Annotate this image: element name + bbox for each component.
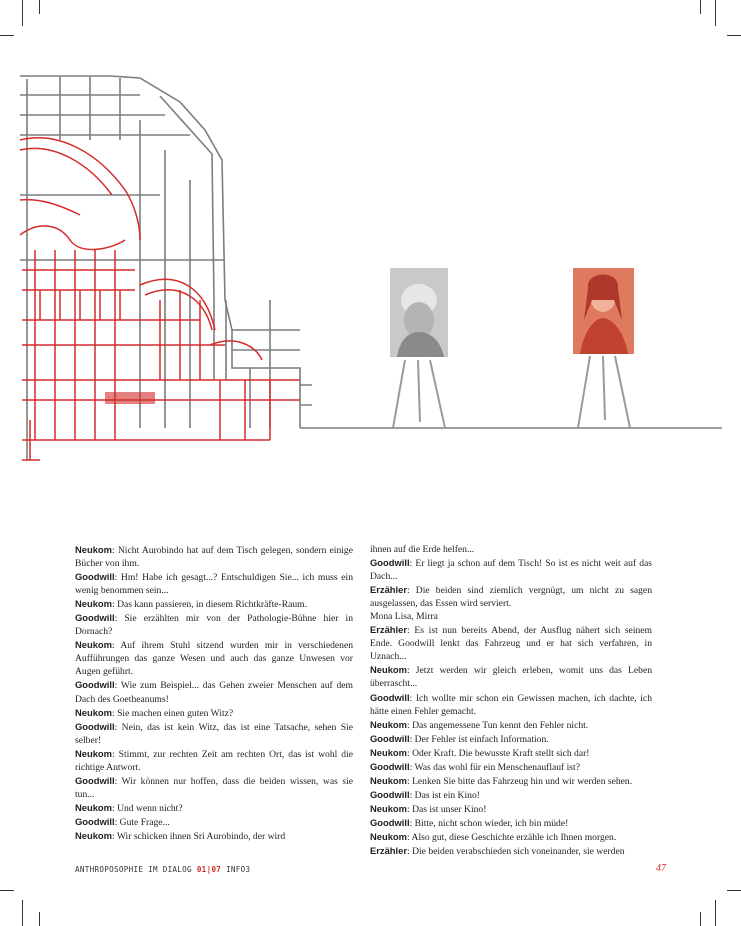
speaker-name: Neukom [75,801,112,813]
speaker-name: Goodwill [370,691,410,703]
dialogue-line [370,556,652,583]
dialogue-line [75,543,353,570]
speaker-name: Neukom [75,544,112,555]
dialogue-text: : Es ist nun bereits Abend, der Ausflug nähert sich seinem Ende. Goodwill lenkt das Fahrzeug und er hat sich verfahren, in Uznach... [370,625,652,663]
speaker-name: Neukom [370,746,407,758]
crop-mark [22,900,23,926]
dialogue-line [370,830,652,844]
dialogue-line [75,611,353,638]
magazine-name: INFO3 [226,865,251,874]
dialogue-text: : Der Fehler ist einfach Information. [409,733,549,745]
dialogue-line [75,815,353,829]
dialogue-text: : Jetzt werden wir gleich erleben, womit uns das Leben überrascht... [370,665,652,690]
dialogue-line [75,801,353,815]
building-interior-red [20,138,300,460]
issue-number: 01 [196,865,207,874]
dialogue-line [370,788,652,802]
dialogue-line [75,720,353,747]
dialogue-text: : Er liegt ja schon auf dem Tisch! So ist es nicht weit auf das Dach... [370,558,652,583]
easel-right [578,356,630,428]
page-number: 47 [656,863,666,874]
speaker-name: Goodwill [370,760,410,772]
speaker-name: Neukom [370,774,407,786]
footer [75,865,250,874]
dialogue-text: : Und wenn nicht? [112,802,183,814]
dialogue-line [370,610,652,623]
dialogue-text: : Das ist unser Kino! [407,803,487,815]
speaker-name: Neukom [75,598,112,610]
dialogue-line [370,718,652,732]
dialogue-text: : Lenken Sie bitte das Fahrzeug hin und wir werden sehen. [407,775,633,787]
dialogue-line [75,678,353,705]
dialogue-text: : Ich wollte mir schon ein Gewissen machen, ich dachte, ich hätte einen Fehler gemacht. [370,692,652,717]
speaker-name: Neukom [370,802,407,814]
speaker-name: Goodwill [75,774,115,786]
speaker-name: Neukom [75,829,112,841]
dialogue-text: : Was das wohl für ein Menschenauflauf ist? [409,761,580,773]
text-column-right [370,543,652,858]
dialogue-line [370,663,652,690]
dialogue-text: : Auf ihrem Stuhl sitzend wurden mir in verschiedenen Aufführungen das ganze Wesen und auch das ganze Unwesen vor Augen geführt. [75,640,353,678]
speaker-name: Neukom [370,830,407,842]
dialogue-line [75,706,353,720]
crop-mark [0,890,14,891]
dialogue-text: : Sie erzählten mir von der Pathologie-Bühne hier in Dornach? [75,613,353,638]
speaker-name: Goodwill [370,816,410,828]
dialogue-line [370,543,652,556]
speaker-name: Goodwill [370,557,410,569]
issue-year: 07 [211,865,222,874]
dialogue-line [370,746,652,760]
dialogue-text: ihnen auf die Erde helfen... [370,544,475,555]
dialogue-text: : Wir können nur hoffen, dass die beiden wissen, was sie tun... [75,775,353,800]
crop-mark [727,890,741,891]
dialogue-text: : Das angemessene Tun kennt den Fehler nicht. [407,719,589,731]
dialogue-line [75,774,353,801]
speaker-name: Neukom [75,706,112,718]
speaker-name: Neukom [370,718,407,730]
dialogue-text: : Oder Kraft. Die bewusste Kraft stellt sich dar! [407,747,590,759]
dialogue-text: : Hm! Habe ich gesagt...? Entschuldigen Sie... ich muss ein wenig benommen sein... [75,572,353,597]
speaker-name: Erzähler [370,584,407,596]
speaker-name: Goodwill [75,571,115,583]
dialogue-line [370,691,652,718]
red-block [105,392,155,404]
easel-left [393,360,445,428]
speaker-name: Goodwill [75,720,115,732]
dialogue-text: : Wie zum Beispiel... das Gehen zweier Menschen auf dem Dach des Goetheanums! [75,680,353,705]
dialogue-line [370,623,652,663]
mirra-portrait-image [390,268,448,357]
dialogue-text: : Gute Frage... [114,816,170,828]
dialogue-line [75,829,353,843]
speaker-name: Erzähler [370,624,407,636]
dialogue-text: : Stimmt, zur rechten Zeit am rechten Ort, das ist wohl die richtige Antwort. [75,748,353,773]
dialogue-line [75,570,353,597]
dialogue-text: : Die beiden sind ziemlich vergnügt, um nicht zu sagen ausgelassen, das Essen wird serviert. [370,585,652,610]
dialogue-text: : Bitte, nicht schon wieder, ich bin müde! [409,817,569,829]
speaker-name: Erzähler [370,845,407,857]
dialogue-line [370,816,652,830]
speaker-name: Goodwill [75,679,115,691]
dialogue-text: : Also gut, diese Geschichte erzähle ich Ihnen morgen. [407,831,617,843]
text-column-left [75,543,353,843]
dialogue-text: : Das ist ein Kino! [409,789,480,801]
speaker-name: Goodwill [75,815,115,827]
dialogue-text: Mona Lisa, Mirra [370,611,438,623]
dialogue-line [370,583,652,610]
mona-lisa-portrait-image [573,268,634,354]
crop-mark [700,912,701,926]
publication-title: ANTHROPOSOPHIE IM DIALOG [75,865,192,874]
speaker-name: Neukom [370,664,407,676]
dialogue-text: : Die beiden verabschieden sich voneinander, sie werden [407,846,625,858]
speaker-name: Goodwill [370,788,410,800]
building-outline-gray [20,76,312,460]
crop-mark [39,912,40,926]
issue-separator: | [206,865,212,874]
dialogue-text: : Nicht Aurobindo hat auf dem Tisch gelegen, sondern einige Bücher von ihm. [75,545,353,570]
dialogue-text: : Das kann passieren, in diesem Richtkräfte-Raum. [112,599,308,611]
dialogue-line [75,597,353,611]
dialogue-text: : Sie machen einen guten Witz? [112,707,234,719]
dialogue-line [370,760,652,774]
dialogue-text: : Wir schicken ihnen Sri Aurobindo, der wird [112,830,286,842]
speaker-name: Neukom [75,639,112,651]
speaker-name: Goodwill [75,612,115,624]
dialogue-line [370,732,652,746]
dialogue-line [370,802,652,816]
speaker-name: Neukom [75,747,112,759]
dialogue-line [370,844,652,858]
dialogue-line [75,747,353,774]
dialogue-line [370,774,652,788]
speaker-name: Goodwill [370,732,410,744]
dialogue-text: : Nein, das ist kein Witz, das ist eine Tatsache, sehen Sie selber! [75,721,353,746]
crop-mark [715,900,716,926]
dialogue-line [75,638,353,678]
